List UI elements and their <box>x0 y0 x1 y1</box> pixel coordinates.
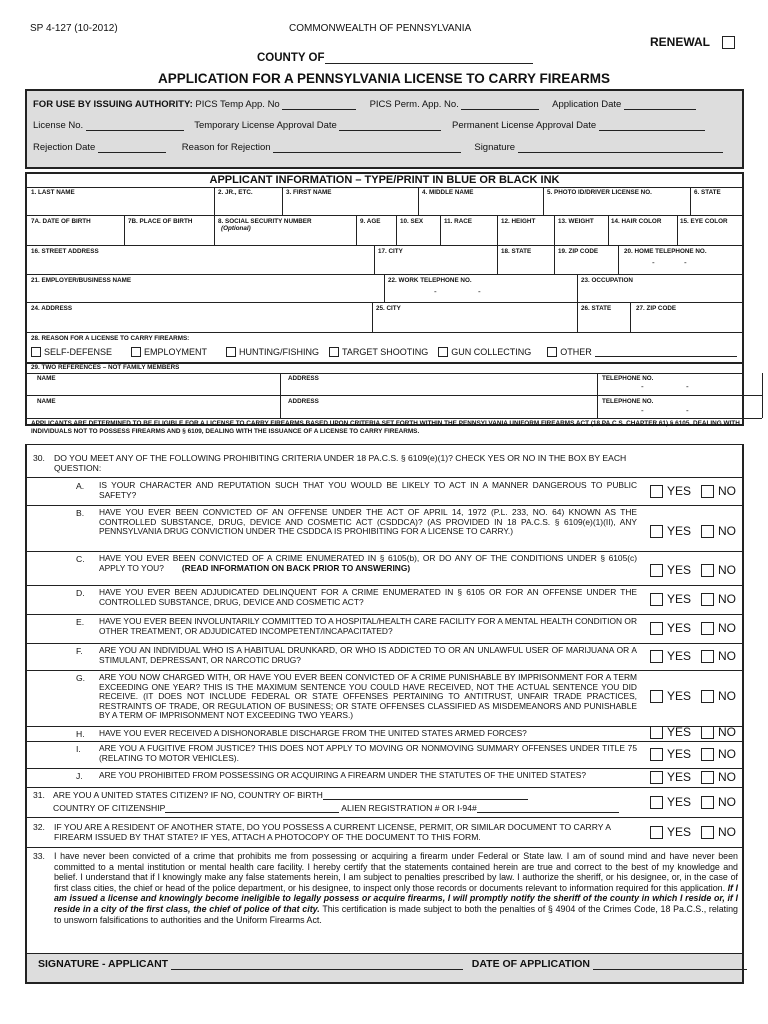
renewal-label: RENEWAL <box>650 35 710 49</box>
reason-options <box>31 347 737 357</box>
yes-label: YES <box>667 621 692 635</box>
yes-label: YES <box>667 770 692 784</box>
employer-label: 21. EMPLOYER/BUSINESS NAME <box>31 277 132 284</box>
sex-label: 10. SEX <box>400 218 424 225</box>
q31-yes-checkbox[interactable] <box>650 796 663 809</box>
rejection-reason-input[interactable] <box>273 143 461 153</box>
yes-checkbox[interactable] <box>650 593 663 606</box>
perm-approval-input[interactable] <box>599 121 705 131</box>
ref2-phone-label: TELEPHONE NO. <box>602 398 654 405</box>
no-checkbox[interactable] <box>701 690 714 703</box>
no-label: NO <box>718 484 737 498</box>
employer-address-label: 24. ADDRESS <box>31 305 73 312</box>
q30-item-text <box>99 673 637 721</box>
application-date-input[interactable] <box>624 100 696 110</box>
zip-label: 19. ZIP CODE <box>558 248 599 255</box>
no-label: NO <box>718 563 737 577</box>
renewal-checkbox[interactable] <box>722 36 735 49</box>
q30-item-letter: H. <box>76 729 85 739</box>
q31-row-2 <box>53 803 619 813</box>
q30-row-divider <box>27 505 742 506</box>
work-phone-dash-1: - <box>434 287 437 296</box>
ref1-address-label: ADDRESS <box>288 375 319 382</box>
license-no-label: License No. <box>33 120 84 131</box>
q30-item-letter: I. <box>76 744 81 754</box>
q31-no-label: NO <box>718 795 737 809</box>
pics-perm-input[interactable] <box>461 100 539 110</box>
q30-item-answer <box>650 592 736 606</box>
suffix-label: 2. JR., ETC. <box>218 189 253 196</box>
signature-label: SIGNATURE - APPLICANT <box>38 958 169 970</box>
no-checkbox[interactable] <box>701 726 714 739</box>
application-date-label: Application Date <box>552 99 622 110</box>
q30-row-divider <box>27 670 742 671</box>
yes-checkbox[interactable] <box>650 525 663 538</box>
work-phone-dash-2: - <box>478 287 481 296</box>
reason-heading: 28. REASON FOR A LICENSE TO CARRY FIREARMS: <box>31 335 190 342</box>
yes-label: YES <box>667 484 692 498</box>
alien-label: ALIEN REGISTRATION # OR I-94# <box>341 803 477 813</box>
page-title: APPLICATION FOR A PENNSYLVANIA LICENSE TO CARRY FIREARMS <box>157 71 611 86</box>
q30-item-answer <box>650 689 736 703</box>
q32-no-label: NO <box>718 825 737 839</box>
county-input[interactable] <box>325 54 533 64</box>
no-label: NO <box>718 725 737 739</box>
q30-row-divider <box>27 551 742 552</box>
gun-collecting-checkbox[interactable] <box>438 347 448 357</box>
yes-label: YES <box>667 649 692 663</box>
city-label: 17. CITY <box>378 248 403 255</box>
q30-item-answer <box>650 770 736 784</box>
temp-approval-label: Temporary License Approval Date <box>194 120 337 131</box>
yes-checkbox[interactable] <box>650 564 663 577</box>
home-phone-dash-1: - <box>652 258 655 267</box>
yes-checkbox[interactable] <box>650 771 663 784</box>
eligibility-note: APPLICANTS ARE DETERMINED TO BE ELIGIBLE FOR A LICENSE TO CARRY FIREARMS BASED UPON CRITERIA SET FORTH WITHIN THE PENNSYLVANIA UNIFORM FIREARMS ACT (18 PA.C.S. CHAPTER 61) § 6105, DEALING WITH INDIVIDUALS NOT TO POSSESS FIREARMS AND § 6109, DEALING WITH THE ISSUANCE OF A LICENSE TO CARRY FIREARMS. <box>31 420 740 435</box>
q30-item-answer <box>650 649 736 663</box>
no-checkbox[interactable] <box>701 525 714 538</box>
authority-row-1 <box>33 99 696 110</box>
applicant-info-heading: APPLICANT INFORMATION – TYPE/PRINT IN BLUE OR BLACK INK <box>209 174 560 186</box>
no-label: NO <box>718 770 737 784</box>
q30-number: 30. <box>33 453 45 463</box>
state-label: 18. STATE <box>501 248 532 255</box>
hair-color-label: 14. HAIR COLOR <box>611 218 662 225</box>
ref2-name-label: NAME <box>37 398 56 405</box>
occupation-label: 23. OCCUPATION <box>581 277 633 284</box>
yes-checkbox[interactable] <box>650 748 663 761</box>
q30-item-text <box>99 508 637 537</box>
birthplace-label: 7B. PLACE OF BIRTH <box>128 218 193 225</box>
license-no-label: 5. PHOTO ID/DRIVER LICENSE NO. <box>547 189 652 196</box>
q31-no-checkbox[interactable] <box>701 796 714 809</box>
q30-item-text-body: HAVE YOU EVER BEEN CONVICTED OF AN OFFENSE UNDER THE ACT OF APRIL 14, 1972 (P.L. 233, NO. 64) KNOWN AS THE CONTROLLED SUBSTANCE, DRUG, DEVICE AND COSMETIC ACT (CSDDCA)? (AS PROVIDED IN 18 PA.C.S. § 6109(e)(1)(II), ANY PENNSYLVANIA DRUG CONVICTION UNDER THE CSDDCA IS PROHIBITING FOR A LICENSE TO CARRY.) <box>99 507 637 537</box>
work-phone-label: 22. WORK TELEPHONE NO. <box>388 277 472 284</box>
ref2-phone-dash-2: - <box>686 406 689 415</box>
q30-item-text-body: ARE YOU NOW CHARGED WITH, OR HAVE YOU EVER BEEN CONVICTED OF A CRIME PUNISHABLE BY IMPRISONMENT FOR A TERM EXCEEDING ONE YEAR? THIS IS THE MAXIMUM SENTENCE YOU COULD HAVE RECEIVED, NOT THE ACTUAL SENTENCE YOU DID RECEIVE. (IT DOES NOT INCLUDE FEDERAL OR STATE OFFENSES PERTAINING TO ANTITRUST, UNFAIR TRADE PRACTICES, RESTRAINTS OF TRADE, OR REGULATION OF BUSINESS; OR STATE OFFENSES CLASSIFIED AS MISDEMEANORS AND PUNISHABLE BY A TERM OF IMPRISONMENT NOT EXCEEDING TWO YEARS.) <box>99 672 637 721</box>
no-checkbox[interactable] <box>701 622 714 635</box>
q30-item-letter: D. <box>76 588 85 598</box>
hunting-fishing-checkbox[interactable] <box>226 347 236 357</box>
ref1-phone-label: TELEPHONE NO. <box>602 375 654 382</box>
authority-signature-input[interactable] <box>518 143 723 153</box>
q30-item-text <box>99 646 637 665</box>
signature-row <box>38 958 747 970</box>
weight-label: 13. WEIGHT <box>558 218 594 225</box>
q30-item-text <box>99 771 637 781</box>
ref2-phone-dash-1: - <box>641 406 644 415</box>
q30-item-text-body: ARE YOU PROHIBITED FROM POSSESSING OR ACQUIRING A FIREARM UNDER THE STATUTES OF THE UNITED STATES? <box>99 770 587 780</box>
employment-label: EMPLOYMENT <box>144 347 208 357</box>
q32-number: 32. <box>33 822 45 832</box>
q30-item-text <box>99 617 637 636</box>
eye-color-label: 15. EYE COLOR <box>680 218 728 225</box>
yes-label: YES <box>667 592 692 606</box>
q30-item-answer <box>650 524 736 538</box>
no-label: NO <box>718 689 737 703</box>
birth-country-input[interactable] <box>323 790 528 800</box>
employer-state-label: 26. STATE <box>581 305 612 312</box>
ref1-phone-dash-2: - <box>686 382 689 391</box>
no-label: NO <box>718 592 737 606</box>
no-label: NO <box>718 524 737 538</box>
q30-row-divider <box>27 741 742 742</box>
pics-temp-input[interactable] <box>282 100 356 110</box>
q30-item-text-body: ARE YOU A FUGITIVE FROM JUSTICE? THIS DOES NOT APPLY TO MOVING OR NONMOVING SUMMARY OFFENSES UNDER TITLE 75 (RELATING TO MOTOR VEHICLES). <box>99 743 637 763</box>
q30-item-text <box>99 554 637 573</box>
authority-signature-label: Signature <box>474 142 516 153</box>
dob-label: 7A. DATE OF BIRTH <box>31 218 91 225</box>
pics-perm-label: PICS Perm. App. No. <box>369 99 459 110</box>
self-defense-checkbox[interactable] <box>31 347 41 357</box>
q32-yes-checkbox[interactable] <box>650 826 663 839</box>
yes-checkbox[interactable] <box>650 726 663 739</box>
yes-checkbox[interactable] <box>650 690 663 703</box>
q30-item-text-body: ARE YOU AN INDIVIDUAL WHO IS A HABITUAL DRUNKARD, OR WHO IS ADDICTED TO OR AN UNLAWFUL USER OF MARIJUANA OR A STIMULANT, DEPRESSANT, OR NARCOTIC DRUG? <box>99 645 637 665</box>
q33-text-2: This certification is made subject to both the penalties of § 4904 of the Crimes Code, 18 Pa.C.S., relating to unsworn falsifications to authorities and the Uniform Firearms Act. <box>54 903 738 925</box>
q30-item-text-body: HAVE YOU EVER BEEN CONVICTED OF A CRIME ENUMERATED IN § 6105(b), OR DO ANY OF THE CONDITIONS UNDER § 6105(c) APPLY TO YOU? <box>99 553 637 573</box>
q33-certification <box>54 851 738 925</box>
county-field <box>257 52 533 64</box>
q30-item-answer <box>650 621 736 635</box>
license-no-input[interactable] <box>86 121 184 131</box>
gun-collecting-label: GUN COLLECTING <box>451 347 532 357</box>
alien-input[interactable] <box>477 803 619 813</box>
issuing-authority-box <box>25 89 744 169</box>
q30-item-answer <box>650 747 736 761</box>
q30-text: DO YOU MEET ANY OF THE FOLLOWING PROHIBITING CRITERIA UNDER 18 PA.C.S. § 6109(e)(1)? CHECK YES OR NO IN THE BOX BY EACH QUESTION: <box>54 453 627 473</box>
q30-item-bold-note: (READ INFORMATION ON BACK PRIOR TO ANSWERING) <box>181 562 411 573</box>
authority-label: FOR USE BY ISSUING AUTHORITY: <box>33 99 193 110</box>
q30-item-answer <box>650 725 736 739</box>
yes-checkbox[interactable] <box>650 650 663 663</box>
ssn-label: 8. SOCIAL SECURITY NUMBER <box>218 218 312 225</box>
ssn-optional-label: (Optional) <box>221 225 251 232</box>
employer-zip-label: 27. ZIP CODE <box>636 305 677 312</box>
rejection-date-input[interactable] <box>98 143 166 153</box>
q32-answer <box>650 825 736 839</box>
q30-row-divider <box>27 726 742 727</box>
no-label: NO <box>718 621 737 635</box>
q32-yes-label: YES <box>667 825 692 839</box>
no-label: NO <box>718 649 737 663</box>
q30-item-text-body: HAVE YOU EVER BEEN INVOLUNTARILY COMMITTED TO A HOSPITAL/HEALTH CARE FACILITY FOR A MENTAL HEALTH CONDITION OR OTHER TREATMENT, OR ADJUDICATED INCOMPETENT/INCAPACITATED? <box>99 616 637 636</box>
height-label: 12. HEIGHT <box>501 218 536 225</box>
q31-row-1 <box>53 790 528 800</box>
yes-checkbox[interactable] <box>650 485 663 498</box>
no-checkbox[interactable] <box>701 771 714 784</box>
no-checkbox[interactable] <box>701 650 714 663</box>
date-of-application-input[interactable] <box>593 960 747 970</box>
q30-item-letter: E. <box>76 617 85 627</box>
q30-item-answer <box>650 484 736 498</box>
form-number: SP 4-127 (10-2012) <box>30 23 118 34</box>
employment-checkbox[interactable] <box>131 347 141 357</box>
race-label: 11. RACE <box>444 218 472 225</box>
yes-label: YES <box>667 689 692 703</box>
q33-bold-text: If I am issued a license and knowingly become ineligible to legally possess or acquire firearms, I will promptly notify the sheriff of the county in which I reside or, if I reside in a city of the first class, the chief of police of that city. <box>54 882 738 914</box>
q32-text: IF YOU ARE A RESIDENT OF ANOTHER STATE, DO YOU POSSESS A CURRENT LICENSE, PERMIT, OR SIMILAR DOCUMENT TO CARRY A FIREARM ISSUED BY THAT STATE? IF YES, ATTACH A PHOTOCOPY OF THE DOCUMENT TO THIS FORM. <box>54 822 611 842</box>
no-checkbox[interactable] <box>701 485 714 498</box>
perm-approval-label: Permanent License Approval Date <box>451 120 597 131</box>
target-shooting-label: TARGET SHOOTING <box>342 347 429 357</box>
other-input[interactable] <box>595 347 737 357</box>
middle-name-label: 4. MIDDLE NAME <box>422 189 474 196</box>
street-address-label: 16. STREET ADDRESS <box>31 248 99 255</box>
q30-item-text <box>99 481 637 500</box>
ref1-phone-dash-1: - <box>641 382 644 391</box>
q30-item-letter: B. <box>76 508 85 518</box>
no-checkbox[interactable] <box>701 593 714 606</box>
yes-label: YES <box>667 563 692 577</box>
target-shooting-checkbox[interactable] <box>329 347 339 357</box>
q30-item-text <box>99 744 637 763</box>
q33-text-1: I have never been convicted of a crime that prohibits me from possessing or acquiring a firearm under Federal or State law. I am of sound mind and have never been committed to a mental institution or mental health care facility. I hereby certify that the statements contained herein are true and correct to the best of my knowledge and belief. I understand that if I knowingly make any false statements herein, I am subject to penalties prescribed by law. I authorize the sheriff, or his designee, or, in the case of first class cities, the chief or head of the police department, or his designee, to inspect only those records or documents relevant to information required for this application. <box>54 851 738 893</box>
pics-temp-label: PICS Temp App. No <box>195 99 280 110</box>
last-name-label: 1. LAST NAME <box>31 189 75 196</box>
q30-item-text <box>99 729 637 739</box>
yes-checkbox[interactable] <box>650 622 663 635</box>
other-checkbox[interactable] <box>547 347 557 357</box>
citizenship-label: COUNTRY OF CITIZENSHIP <box>53 803 166 813</box>
citizenship-input[interactable] <box>165 803 339 813</box>
rejection-reason-label: Reason for Rejection <box>181 142 271 153</box>
authority-row-2 <box>33 120 705 131</box>
q30-item-letter: C. <box>76 554 85 564</box>
signature-input[interactable] <box>171 960 463 970</box>
q30-item-text <box>99 588 637 607</box>
rejection-date-label: Rejection Date <box>33 142 96 153</box>
q31-yes-label: YES <box>667 795 692 809</box>
q30-row-divider <box>27 643 742 644</box>
id-state-label: 6. STATE <box>694 189 721 196</box>
temp-approval-input[interactable] <box>339 121 441 131</box>
no-checkbox[interactable] <box>701 748 714 761</box>
q30-item-letter: A. <box>76 481 85 491</box>
q30-item-answer <box>650 563 736 577</box>
ref1-name-label: NAME <box>37 375 56 382</box>
q30-row-divider <box>27 614 742 615</box>
other-label: OTHER <box>560 347 592 357</box>
q30-item-letter: F. <box>76 646 83 656</box>
yes-label: YES <box>667 747 692 761</box>
q32-no-checkbox[interactable] <box>701 826 714 839</box>
q30-item-letter: J. <box>76 771 83 781</box>
q31-answer <box>650 795 736 809</box>
q30-item-letter: G. <box>76 673 86 683</box>
q30-item-text-body: HAVE YOU EVER BEEN ADJUDICATED DELINQUENT FOR A CRIME ENUMERATED IN § 6105 OR FOR AN OFFENSE UNDER THE CONTROLLED SUBSTANCE, DRUG, DEVICE AND COSMETIC ACT? <box>99 587 637 607</box>
first-name-label: 3. FIRST NAME <box>286 189 332 196</box>
date-of-application-label: DATE OF APPLICATION <box>471 958 590 970</box>
q30-row-divider <box>27 768 742 769</box>
q31-number: 31. <box>33 790 45 800</box>
renewal-field <box>650 35 735 49</box>
home-phone-dash-2: - <box>684 258 687 267</box>
commonwealth-label: COMMONWEALTH OF PENNSYLVANIA <box>289 23 472 34</box>
references-heading: 29. TWO REFERENCES – NOT FAMILY MEMBERS <box>31 364 180 371</box>
authority-row-3 <box>33 142 723 153</box>
yes-label: YES <box>667 524 692 538</box>
home-phone-label: 20. HOME TELEPHONE NO. <box>624 248 707 255</box>
q30-row-divider <box>27 585 742 586</box>
ref2-address-label: ADDRESS <box>288 398 319 405</box>
hunting-fishing-label: HUNTING/FISHING <box>239 347 320 357</box>
q30-item-text-body: HAVE YOU EVER RECEIVED A DISHONORABLE DISCHARGE FROM THE UNITED STATES ARMED FORCES? <box>99 728 527 738</box>
yes-label: YES <box>667 725 692 739</box>
no-label: NO <box>718 747 737 761</box>
q33-number: 33. <box>33 851 45 861</box>
no-checkbox[interactable] <box>701 564 714 577</box>
q31-text: ARE YOU A UNITED STATES CITIZEN? IF NO, COUNTRY OF BIRTH <box>53 790 323 800</box>
self-defense-label: SELF-DEFENSE <box>44 347 113 357</box>
employer-city-label: 25. CITY <box>376 305 401 312</box>
q30-item-text-body: IS YOUR CHARACTER AND REPUTATION SUCH THAT YOU WOULD BE LIKELY TO ACT IN A MANNER DANGEROUS TO PUBLIC SAFETY? <box>99 480 637 500</box>
county-label: COUNTY OF <box>257 52 325 64</box>
age-label: 9. AGE <box>360 218 381 225</box>
